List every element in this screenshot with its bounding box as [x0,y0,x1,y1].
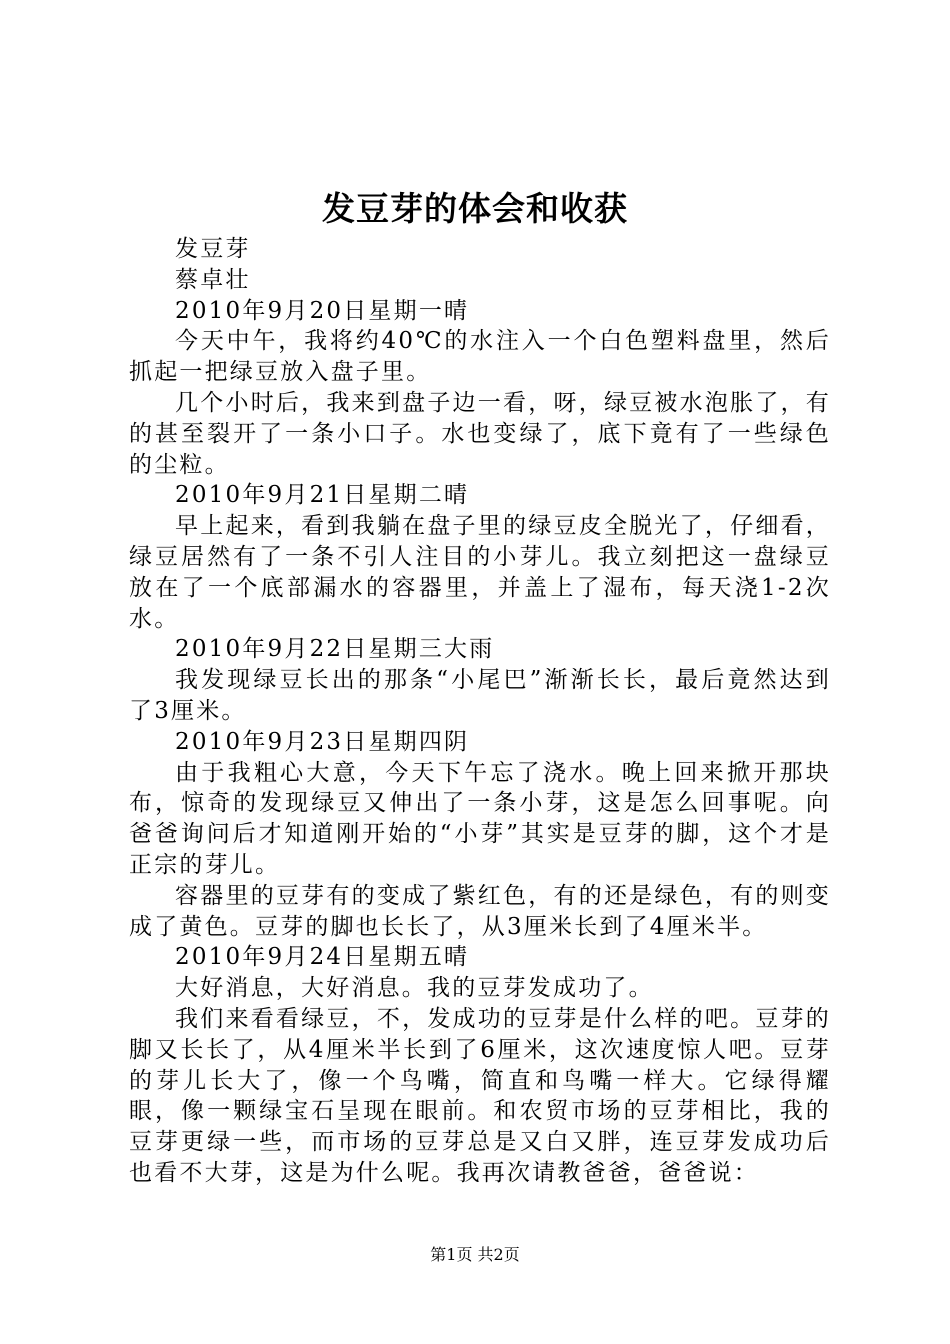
paragraph: 蔡卓壮 [175,266,251,293]
paragraph: 2010年9月24日星期五晴 [175,944,470,971]
paragraph: 几个小时后，我来到盘子边一看，呀，绿豆被水泡胀了，有的甚至裂开了一条小口子。水也变绿了，底下竟有了一些绿色的尘粒。 [129,389,831,478]
paragraph: 2010年9月22日星期三大雨 [175,636,495,663]
paragraph: 发豆芽 [175,236,251,262]
paragraph: 今天中午，我将约40℃的水注入一个白色塑料盘里，然后抓起一把绿豆放入盘子里。 [129,328,831,386]
page-number-footer: 第1页 共2页 [430,1245,520,1264]
paragraph: 我们来看看绿豆，不，发成功的豆芽是什么样的吧。豆芽的脚又长长了，从4厘米半长到了6厘米，这次速度惊人吧。豆芽的芽儿长大了，像一个鸟嘴，简直和鸟嘴一样大。它绿得耀眼，像一颗绿宝石呈现在眼前。和农贸市场的豆芽相比，我的豆芽更绿一些，而市场的豆芽总是又白又胖，连豆芽发成功后也看不大芽，这是为什么呢。我再次请教爸爸，爸爸说： [129,1005,831,1186]
paragraph: 2010年9月23日星期四阴 [175,728,470,755]
paragraph: 早上起来，看到我躺在盘子里的绿豆皮全脱光了，仔细看，绿豆居然有了一条不引人注目的小芽儿。我立刻把这一盘绿豆放在了一个底部漏水的容器里，并盖上了湿布，每天浇1-2次水。 [129,513,831,632]
paragraph: 容器里的豆芽有的变成了紫红色，有的还是绿色，有的则变成了黄色。豆芽的脚也长长了，从3厘米长到了4厘米半。 [129,882,831,940]
paragraph: 2010年9月20日星期一晴 [175,297,470,324]
paragraph: 2010年9月21日星期二晴 [175,482,470,509]
document-title: 发豆芽的体会和收获 [322,189,628,228]
paragraph: 大好消息，大好消息。我的豆芽发成功了。 [175,975,654,1002]
paragraph: 我发现绿豆长出的那条“小尾巴”渐渐长长，最后竟然达到了3厘米。 [129,667,831,724]
document-body [129,234,831,1189]
paragraph: 由于我粗心大意，今天下午忘了浇水。晚上回来掀开那块布，惊奇的发现绿豆又伸出了一条小芽，这是怎么回事呢。向爸爸询问后才知道刚开始的“小芽”其实是豆芽的脚，这个才是正宗的芽儿。 [129,759,831,878]
